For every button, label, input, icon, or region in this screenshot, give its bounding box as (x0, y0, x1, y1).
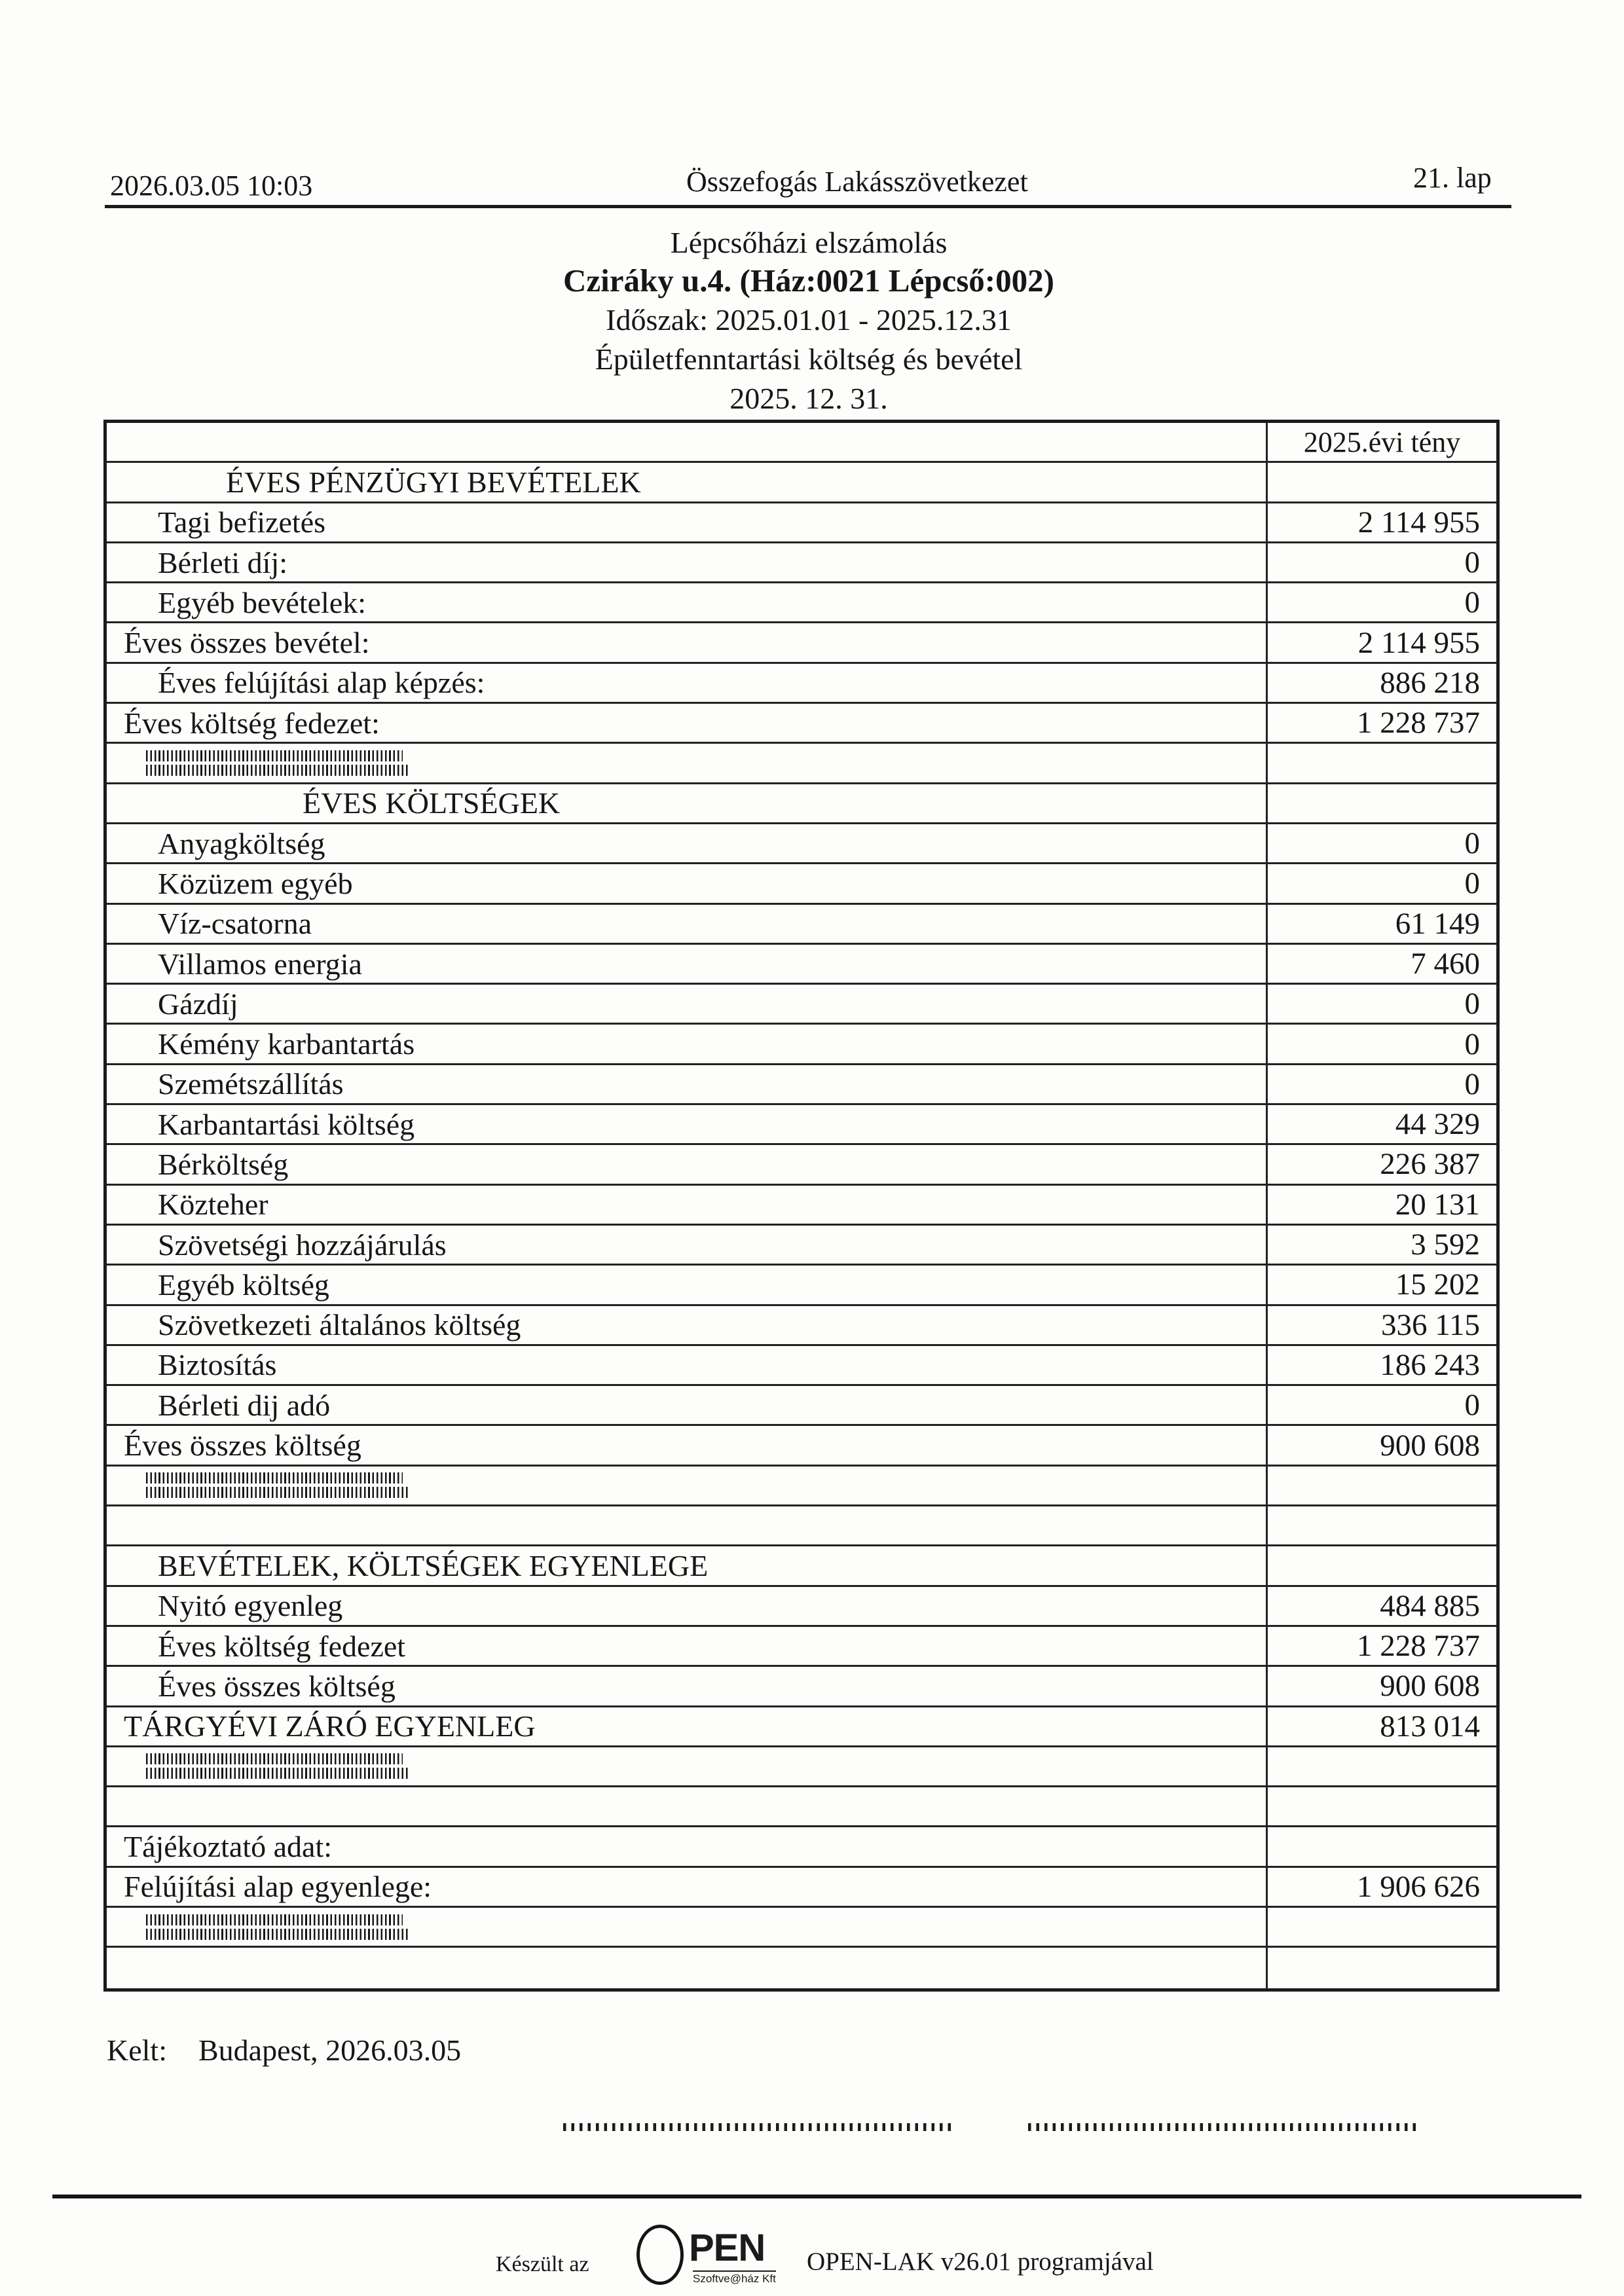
row-label: Szövetkezeti általános költség (158, 1308, 521, 1342)
table-row (107, 423, 1496, 463)
row-label: Bérköltség (158, 1147, 289, 1181)
filler-bars (146, 1914, 409, 1940)
row-value: 0 (1266, 583, 1496, 621)
table-row (107, 784, 1496, 824)
table-row (107, 1546, 1496, 1586)
row-label: ÉVES KÖLTSÉGEK (303, 786, 561, 820)
row-value: 3 592 (1266, 1226, 1496, 1264)
row-label: TÁRGYÉVI ZÁRÓ EGYENLEG (124, 1709, 536, 1743)
row-value: 1 228 737 (1266, 1627, 1496, 1665)
row-value: 336 115 (1266, 1306, 1496, 1344)
barcode-cell (107, 744, 1266, 782)
table-row (107, 864, 1496, 904)
row-value: 186 243 (1266, 1346, 1496, 1384)
row-label: Gázdíj (158, 987, 238, 1021)
table-row (107, 1145, 1496, 1185)
row-label: Egyéb bevételek: (158, 585, 367, 619)
row-label (107, 1948, 1266, 1988)
table-row (107, 1506, 1496, 1546)
filler-bars (146, 1472, 409, 1498)
filler-bars (146, 750, 409, 776)
table-row (107, 1426, 1496, 1466)
table-row (107, 744, 1496, 784)
row-label: Kémény karbantartás (158, 1027, 415, 1061)
row-label (107, 1787, 1266, 1825)
row-value: 900 608 (1266, 1426, 1496, 1464)
row-value (1266, 1908, 1496, 1946)
row-label: Éves felújítási alap képzés: (158, 666, 485, 700)
row-label (107, 1506, 1266, 1544)
table-row (107, 1226, 1496, 1266)
open-logo-text: PEN (689, 2227, 766, 2269)
barcode-cell (107, 1467, 1266, 1504)
table-row (107, 1747, 1496, 1787)
row-label: BEVÉTELEK, KÖLTSÉGEK EGYENLEGE (158, 1548, 709, 1582)
header-datetime: 2026.03.05 10:03 (110, 170, 313, 202)
footer-rule (52, 2195, 1581, 2198)
report-address: Cziráky u.4. (Ház:0021 Lépcső:002) (563, 263, 1054, 299)
row-value: 0 (1266, 864, 1496, 902)
table-row (107, 1186, 1496, 1226)
row-label: Felújítási alap egyenlege: (124, 1870, 432, 1904)
row-label: Tagi befizetés (158, 505, 326, 539)
barcode-cell (107, 1747, 1266, 1785)
row-value: 44 329 (1266, 1105, 1496, 1143)
row-label: Éves költség fedezet: (124, 706, 380, 740)
open-logo-subtext: Szoftve@ház Kft (693, 2270, 776, 2286)
table-row (107, 1025, 1496, 1065)
table-row (107, 1868, 1496, 1908)
row-value: 0 (1266, 1065, 1496, 1103)
table-row (107, 664, 1496, 704)
row-value: 61 149 (1266, 905, 1496, 943)
row-label: Nyitó egyenleg (158, 1589, 343, 1623)
row-value (1266, 1827, 1496, 1865)
row-value: 900 608 (1266, 1667, 1496, 1705)
report-subtitle: Épületfenntartási költség és bevétel (595, 342, 1023, 376)
table-row (107, 1707, 1496, 1747)
table-row (107, 463, 1496, 503)
row-label: Biztosítás (158, 1348, 277, 1382)
table-row (107, 1787, 1496, 1827)
footer-program-name: OPEN-LAK v26.01 programjával (807, 2248, 1154, 2276)
header-rule (105, 205, 1511, 208)
row-value (1266, 1546, 1496, 1584)
row-value (1266, 784, 1496, 822)
report-date: 2025. 12. 31. (729, 382, 888, 415)
row-label: Éves összes költség (158, 1669, 396, 1703)
table-row (107, 1667, 1496, 1707)
table-row (107, 1065, 1496, 1105)
row-label: ÉVES PÉNZÜGYI BEVÉTELEK (226, 465, 641, 499)
row-label: Éves költség fedezet (158, 1629, 406, 1663)
row-value: 0 (1266, 543, 1496, 581)
row-label: Éves összes bevétel: (124, 626, 370, 660)
row-value: 813 014 (1266, 1707, 1496, 1745)
table-row (107, 905, 1496, 945)
row-label: Közteher (158, 1188, 268, 1222)
footer-made-with: Készült az (496, 2252, 589, 2276)
row-value: 1 906 626 (1266, 1868, 1496, 1906)
row-value: 484 885 (1266, 1587, 1496, 1625)
row-value (1266, 1747, 1496, 1785)
table-row (107, 1266, 1496, 1305)
row-value: 0 (1266, 985, 1496, 1023)
table-row (107, 945, 1496, 985)
kelt-value: Budapest, 2026.03.05 (198, 2033, 462, 2067)
row-value: 0 (1266, 824, 1496, 862)
table-row (107, 1627, 1496, 1667)
table-row (107, 543, 1496, 583)
table-row (107, 1908, 1496, 1948)
row-label: Szövetségi hozzájárulás (158, 1228, 447, 1262)
table-row (107, 985, 1496, 1025)
value-column-header: 2025.évi tény (1266, 423, 1496, 461)
row-label: Tájékoztató adat: (124, 1830, 333, 1864)
report-period: Időszak: 2025.01.01 - 2025.12.31 (606, 303, 1012, 337)
row-label: Víz-csatorna (158, 907, 312, 941)
table-row (107, 1587, 1496, 1627)
table-row (107, 1105, 1496, 1145)
row-value (1266, 1948, 1496, 1988)
row-value: 15 202 (1266, 1266, 1496, 1303)
header-page-number: 21. lap (1413, 162, 1492, 194)
signature-dots-right (1028, 2123, 1421, 2131)
row-value: 886 218 (1266, 664, 1496, 702)
row-value: 1 228 737 (1266, 704, 1496, 742)
table-row (107, 1306, 1496, 1346)
row-label: Szemétszállítás (158, 1067, 344, 1101)
table-row (107, 503, 1496, 543)
row-value: 2 114 955 (1266, 623, 1496, 661)
report-title: Lépcsőházi elszámolás (670, 226, 948, 259)
row-label: Bérleti dij adó (158, 1388, 331, 1422)
table-row (107, 583, 1496, 623)
settlement-table (103, 420, 1500, 1992)
row-value: 20 131 (1266, 1186, 1496, 1224)
row-value (1266, 744, 1496, 782)
table-row (107, 1467, 1496, 1506)
open-logo-circle-icon (637, 2225, 684, 2285)
table-row (107, 1948, 1496, 1988)
signature-dots-left (563, 2123, 956, 2131)
row-label: Villamos energia (158, 947, 362, 981)
row-label: Éves összes költség (124, 1429, 361, 1463)
row-value (1266, 1787, 1496, 1825)
table-row (107, 1386, 1496, 1426)
table-row (107, 1827, 1496, 1867)
row-label: Egyéb költség (158, 1267, 329, 1302)
row-value (1266, 463, 1496, 501)
kelt-line (107, 2033, 461, 2068)
row-value: 0 (1266, 1386, 1496, 1424)
row-label: Bérleti díj: (158, 545, 288, 579)
header-organization: Összefogás Lakásszövetkezet (686, 166, 1028, 198)
table-row (107, 623, 1496, 663)
row-label: Anyagköltség (158, 826, 325, 860)
row-value (1266, 1506, 1496, 1544)
table-row (107, 824, 1496, 864)
row-label (107, 423, 1266, 461)
row-value: 0 (1266, 1025, 1496, 1063)
row-value (1266, 1467, 1496, 1504)
barcode-cell (107, 1908, 1266, 1946)
row-label: Közüzem egyéb (158, 866, 353, 900)
kelt-label: Kelt: (107, 2033, 167, 2067)
table-row (107, 704, 1496, 744)
row-value: 226 387 (1266, 1145, 1496, 1183)
row-value: 7 460 (1266, 945, 1496, 983)
table-row (107, 1346, 1496, 1386)
row-label: Karbantartási költség (158, 1107, 415, 1141)
row-value: 2 114 955 (1266, 503, 1496, 541)
filler-bars (146, 1753, 409, 1779)
